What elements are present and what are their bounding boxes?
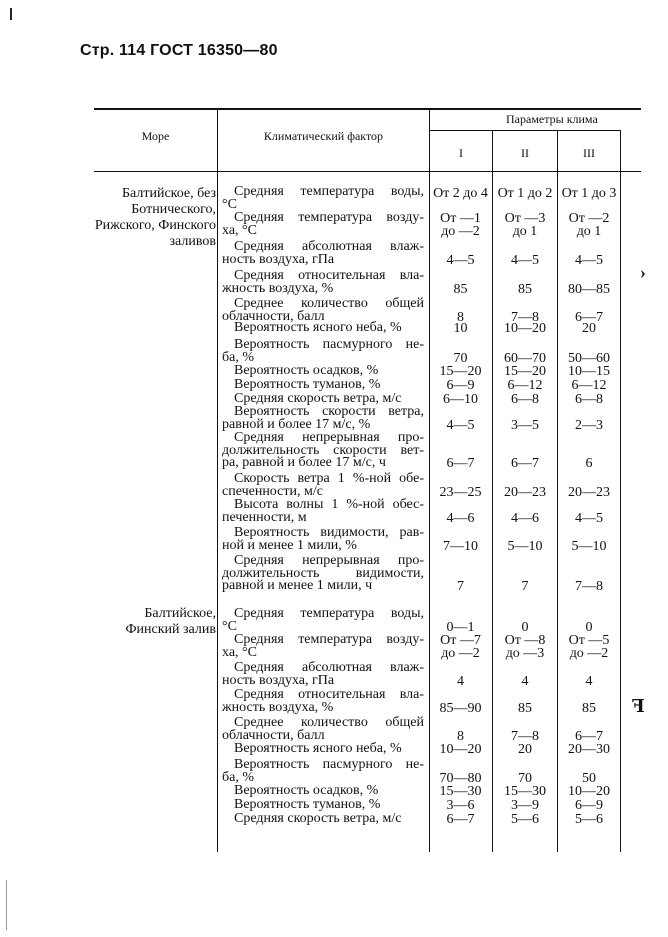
- value-cell: 5—10: [507, 538, 543, 554]
- value-cell: 0—1: [446, 619, 475, 635]
- value-line: От —3: [504, 211, 546, 226]
- factor-text-end: Вероятность ясного неба, %: [234, 741, 402, 756]
- factor-text: Среднее количество общей: [234, 296, 424, 311]
- value-cell: 20: [582, 321, 596, 336]
- factor-text: Средняя температура возду-: [234, 210, 424, 225]
- value-cell: От 2 до 4: [433, 185, 488, 201]
- value-cell: 6—9: [575, 798, 603, 813]
- scan-mark: [6, 880, 7, 930]
- table-top-rule: [94, 108, 641, 110]
- value-cell: 15—30: [504, 784, 546, 799]
- factor-cell: [222, 365, 424, 378]
- value-cell: 7—8: [511, 309, 539, 325]
- factor-text: Вероятность скорости ветра,: [234, 404, 424, 419]
- factor-text-end: ха, °C: [222, 222, 257, 238]
- value-cell: 20—23: [568, 484, 610, 500]
- factor-text-end: ба, %: [222, 349, 254, 365]
- value-cell: 10—20: [568, 784, 610, 799]
- value-cell: 85: [453, 281, 468, 297]
- header-sub-1: I: [459, 146, 463, 160]
- factor-text-end: печенности, м: [222, 509, 307, 525]
- value-cell: 60—70: [504, 350, 546, 366]
- value-cell: [558, 212, 620, 238]
- value-cell: 20—30: [568, 742, 610, 757]
- section-sea-label: Балтийское, Финский залив: [125, 606, 216, 637]
- value-cell: 4—5: [575, 252, 603, 268]
- column-rule: [217, 110, 218, 852]
- factor-cell: [222, 186, 424, 211]
- factor-cell: [222, 813, 424, 826]
- factor-cell: [222, 608, 424, 633]
- factor-cell: [222, 689, 424, 714]
- header-params: Параметры клима: [506, 112, 598, 126]
- value-line: до 1: [512, 224, 538, 239]
- header-bottom-rule: [94, 171, 641, 172]
- value-cell: От 1 до 3: [561, 185, 617, 201]
- value-cell: 6—7: [511, 456, 539, 471]
- factor-text: Средняя температура воды,: [234, 184, 424, 199]
- factor-text-end: Средняя скорость ветра, м/с: [234, 391, 402, 406]
- value-line: до —3: [505, 646, 545, 661]
- factor-cell: [222, 322, 424, 335]
- value-cell: 7: [521, 579, 529, 594]
- factor-text-end: Вероятность осадков, %: [234, 783, 379, 798]
- value-cell: 4—5: [446, 417, 475, 433]
- value-line: От —2: [568, 211, 610, 226]
- factor-text: Вероятность видимости, рав-: [234, 525, 424, 540]
- factor-text: Средняя температура возду-: [234, 632, 424, 647]
- section-sea-label: Балтийское, без Ботнического, Рижского, Финского заливов: [94, 186, 216, 249]
- factor-text-end: облачности, балл: [222, 727, 325, 743]
- scan-mark: [10, 8, 12, 20]
- value-cell: 10: [453, 321, 468, 336]
- factor-text: Средняя относительная вла-: [234, 268, 424, 283]
- header-sub-2: II: [521, 146, 529, 160]
- factor-cell: [222, 270, 424, 295]
- value-cell: 20: [518, 742, 532, 757]
- factor-text-end: Вероятность туманов, %: [234, 377, 381, 392]
- factor-text-end: ной и менее 1 мили, %: [222, 537, 357, 553]
- value-cell: 4: [457, 673, 464, 689]
- factor-text-end: равной и менее 1 мили, ч: [222, 578, 373, 593]
- factor-text-end: Вероятность туманов, %: [234, 797, 381, 812]
- value-cell: 6—7: [575, 309, 603, 325]
- value-cell: 3—9: [511, 798, 539, 813]
- factor-cell: [222, 662, 424, 687]
- value-line: От —1: [440, 211, 481, 226]
- value-cell: 0: [585, 619, 593, 635]
- factor-text: Скорость ветра 1 %-ной обе-: [234, 471, 424, 486]
- factor-cell: [222, 379, 424, 392]
- value-cell: От 1 до 2: [497, 185, 553, 201]
- factor-cell: [222, 212, 424, 237]
- factor-cell: [222, 473, 424, 498]
- value-cell: 6—12: [507, 378, 543, 393]
- header-factor: Климатический фактор: [263, 129, 384, 143]
- factor-text-end: ха, °C: [222, 644, 257, 660]
- value-cell: 50: [582, 770, 596, 786]
- value-line: От —5: [568, 633, 610, 648]
- value-cell: 10—20: [439, 742, 482, 757]
- factor-cell: [222, 799, 424, 812]
- header-divider: [430, 130, 621, 131]
- page-header: Стр. 114 ГОСТ 16350—80: [80, 42, 278, 59]
- value-cell: 6—7: [446, 456, 475, 471]
- value-cell: 15—20: [439, 364, 482, 379]
- factor-text: Средняя относительная вла-: [234, 687, 424, 702]
- value-cell: 5—10: [571, 538, 607, 554]
- factor-text-end: ра, равной и более 17 м/с, ч: [222, 455, 386, 470]
- factor-cell: [222, 634, 424, 659]
- value-cell: 10—20: [504, 321, 546, 336]
- factor-cell: [222, 499, 424, 524]
- value-cell: 4—5: [511, 252, 539, 268]
- value-cell: 4: [521, 673, 529, 689]
- value-cell: 6—10: [443, 392, 478, 407]
- factor-text: Среднее количество общей: [234, 715, 424, 730]
- value-line: От —7: [440, 633, 481, 648]
- value-line: до —2: [441, 646, 480, 661]
- factor-text-end: Вероятность ясного неба, %: [234, 320, 402, 335]
- value-cell: 6—8: [575, 392, 603, 407]
- value-cell: 70: [453, 350, 468, 366]
- factor-cell: [222, 717, 424, 742]
- value-cell: 8: [457, 728, 464, 744]
- value-cell: [429, 212, 492, 238]
- factor-text: Средняя абсолютная влаж-: [234, 239, 424, 254]
- factor-text: Средняя непрерывная про-должительность видимости,: [222, 553, 424, 581]
- factor-text: Высота волны 1 %-ной обес-: [234, 497, 424, 512]
- margin-mark-icon: ›: [640, 262, 646, 282]
- value-cell: 6—7: [446, 812, 475, 827]
- value-cell: 4—6: [446, 510, 475, 526]
- factor-text-end: ность воздуха, гПа: [222, 672, 335, 688]
- value-line: до —2: [441, 224, 480, 239]
- value-cell: 3—6: [446, 798, 475, 813]
- value-cell: 6—7: [575, 728, 603, 744]
- factor-text-end: спеченности, м/с: [222, 483, 323, 499]
- header-sub-3: III: [583, 146, 595, 160]
- value-cell: 6—12: [571, 378, 607, 393]
- factor-text: Средняя температура воды,: [234, 606, 424, 621]
- value-cell: 7—8: [511, 728, 539, 744]
- value-cell: 23—25: [439, 484, 482, 500]
- factor-cell: [222, 339, 424, 364]
- factor-cell: [222, 432, 424, 470]
- value-cell: [558, 634, 620, 660]
- value-cell: 4—6: [511, 510, 539, 526]
- value-cell: 70—80: [439, 770, 482, 786]
- value-cell: 85: [582, 700, 596, 716]
- value-cell: [493, 212, 557, 238]
- value-cell: 80—85: [568, 281, 610, 297]
- value-cell: 50—60: [568, 350, 610, 366]
- factor-text: Вероятность пасмурного не-: [234, 757, 424, 772]
- value-line: От —8: [504, 633, 546, 648]
- factor-cell: [222, 241, 424, 266]
- value-cell: 5—6: [511, 812, 539, 827]
- factor-text-end: Средняя скорость ветра, м/с: [234, 811, 402, 826]
- value-cell: 15—20: [504, 364, 546, 379]
- factor-text-end: °C: [222, 618, 237, 634]
- factor-text-end: ба, %: [222, 769, 254, 785]
- value-cell: 6—9: [446, 378, 475, 393]
- factor-cell: [222, 555, 424, 593]
- factor-text-end: ность воздуха, гПа: [222, 251, 335, 267]
- value-cell: [493, 634, 557, 660]
- value-cell: 15—30: [439, 784, 482, 799]
- value-cell: 0: [521, 619, 529, 635]
- value-cell: 7—10: [443, 538, 478, 554]
- factor-cell: [222, 785, 424, 798]
- value-cell: 5—6: [575, 812, 603, 827]
- margin-mark-icon: ꟻ: [632, 696, 645, 716]
- value-line: до —2: [569, 646, 609, 661]
- factor-cell: [222, 743, 424, 756]
- value-cell: 4—5: [575, 510, 603, 526]
- factor-text-end: равной и более 17 м/с, %: [222, 416, 371, 432]
- factor-cell: [222, 406, 424, 431]
- column-rule: [620, 130, 621, 852]
- factor-cell: [222, 759, 424, 784]
- factor-text: Средняя абсолютная влаж-: [234, 660, 424, 675]
- factor-text-end: Вероятность осадков, %: [234, 363, 379, 378]
- factor-text: Средняя непрерывная про-должительность скорости вет-: [222, 430, 424, 458]
- value-cell: 3—5: [511, 417, 539, 433]
- factor-text-end: °C: [222, 196, 237, 212]
- value-cell: 4: [585, 673, 593, 689]
- value-cell: 6—8: [511, 392, 539, 407]
- value-cell: 7—8: [575, 579, 603, 594]
- factor-text-end: жность воздуха, %: [222, 699, 334, 715]
- value-cell: 8: [457, 309, 464, 325]
- value-cell: 20—23: [504, 484, 546, 500]
- value-line: до 1: [576, 224, 602, 239]
- value-cell: 4—5: [446, 252, 475, 268]
- header-sea: Море: [141, 129, 170, 143]
- factor-cell: [222, 527, 424, 552]
- value-cell: 85: [518, 700, 532, 716]
- value-cell: 70: [518, 770, 532, 786]
- value-cell: 10—15: [568, 364, 610, 379]
- factor-text-end: облачности, балл: [222, 308, 325, 324]
- value-cell: [429, 634, 492, 660]
- value-cell: 6: [585, 456, 593, 471]
- value-cell: 7: [457, 579, 464, 594]
- value-cell: 2—3: [575, 417, 603, 433]
- factor-text-end: жность воздуха, %: [222, 280, 334, 296]
- value-cell: 85—90: [439, 700, 482, 716]
- value-cell: 85: [518, 281, 532, 297]
- factor-text: Вероятность пасмурного не-: [234, 337, 424, 352]
